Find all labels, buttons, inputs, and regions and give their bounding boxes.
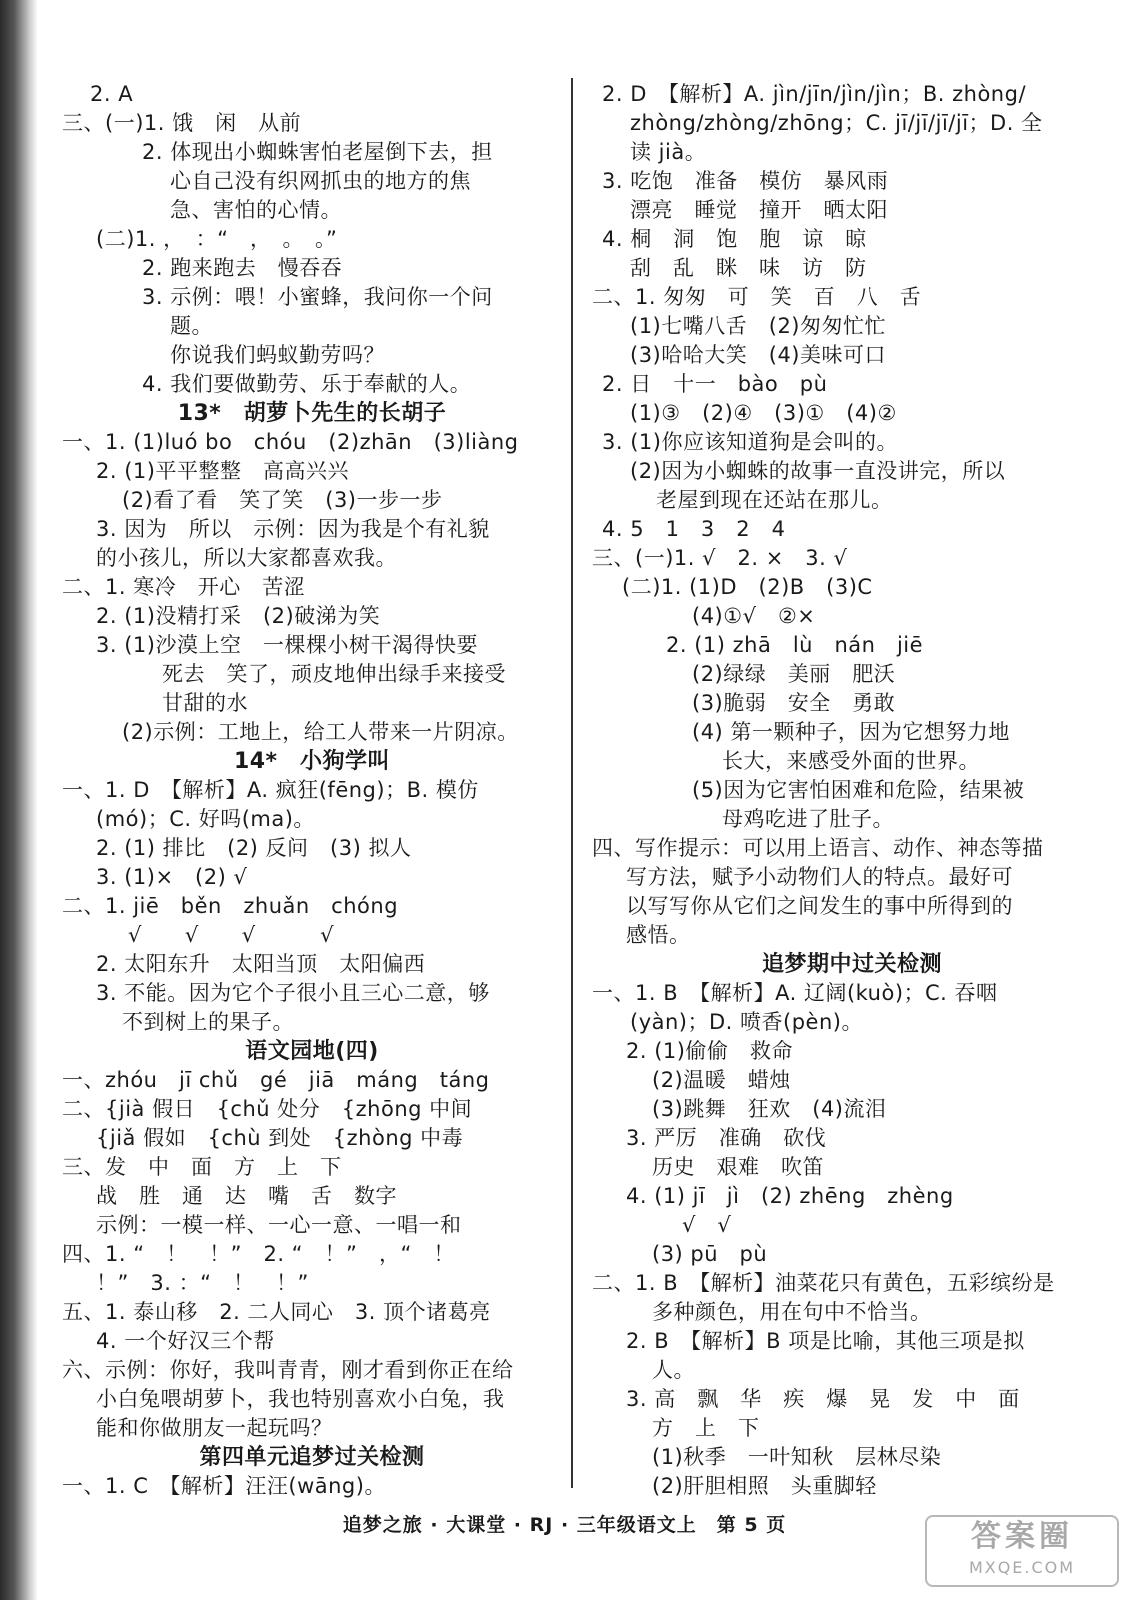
answer-line: 示例：一模一样、一心一意、一唱一和 bbox=[96, 1213, 462, 1237]
answer-line: 你说我们蚂蚁勤劳吗？ bbox=[170, 343, 385, 367]
answer-line: (3)哈哈大笑 (4)美味可口 bbox=[630, 343, 886, 367]
answer-line: 的小孩儿，所以大家都喜欢我。 bbox=[96, 546, 397, 570]
answer-line: 五、1. 泰山移 2. 二人同心 3. 顶个诸葛亮 bbox=[62, 1300, 491, 1324]
answer-line: 4. 一个好汉三个帮 bbox=[96, 1329, 275, 1353]
section-title: 14* 小狗学叫 bbox=[233, 749, 391, 774]
answer-line: 二、1. B 【解析】油菜花只有黄色，五彩缤纷是 bbox=[592, 1271, 1055, 1295]
page-footer: 追梦之旅 · 大课堂 · RJ · 三年级语文上 第 5 页 bbox=[342, 1514, 787, 1536]
answer-line: 六、示例：你好，我叫青青，刚才看到你正在给 bbox=[62, 1358, 514, 1382]
answer-line: 二、{jià 假日 {chǔ 处分 {zhōng 中间 bbox=[62, 1097, 473, 1121]
answer-line: 3. 不能。因为它个子很小且三心二意，够 bbox=[96, 981, 490, 1005]
page-edge-shadow bbox=[0, 0, 38, 1600]
answer-line: 母鸡吃进了肚子。 bbox=[722, 807, 894, 831]
answer-line: 2. (1)偷偷 救命 bbox=[626, 1039, 793, 1063]
answer-line: 2. (1) 排比 (2) 反问 (3) 拟人 bbox=[96, 836, 412, 860]
right-column bbox=[592, 80, 1112, 1501]
watermark-logo bbox=[925, 1515, 1119, 1587]
answer-line: 一、zhóu jī chǔ gé jiā máng táng bbox=[62, 1068, 490, 1092]
answer-line: (1)秋季 一叶知秋 层林尽染 bbox=[652, 1445, 942, 1469]
answer-line: 3. 因为 所以 示例：因为我是个有礼貌 bbox=[96, 517, 490, 541]
answer-line: 2. 日 十一 bào pù bbox=[602, 372, 828, 396]
answer-line: (yàn)；D. 喷香(pèn)。 bbox=[630, 1010, 863, 1034]
answer-line: 死去 笑了，顽皮地伸出绿手来接受 bbox=[162, 662, 506, 686]
answer-line: 4. 桐 洞 饱 胞 谅 晾 bbox=[602, 227, 867, 251]
answer-line: 三、(一)1. √ 2. × 3. √ bbox=[592, 546, 848, 570]
answer-line: 写方法，赋予小动物们人的特点。最好可 bbox=[626, 865, 1013, 889]
left-column bbox=[62, 80, 562, 1501]
answer-line: 四、1. “ ！ ！” 2. “ ！” ，“ ！ bbox=[62, 1242, 455, 1266]
answer-line: 方 上 下 bbox=[652, 1416, 760, 1440]
answer-line: ！” 3. ：“ ！ ！” bbox=[96, 1271, 309, 1295]
answer-line: 心自己没有织网抓虫的地方的焦 bbox=[170, 169, 471, 193]
column-divider bbox=[571, 78, 573, 1488]
section-title: 13* 胡萝卜先生的长胡子 bbox=[177, 401, 447, 426]
answer-line: 三、(一)1. 饿 闲 从前 bbox=[62, 111, 302, 135]
answer-line: (二)1. (1)D (2)B (3)C bbox=[622, 575, 873, 599]
answer-line: 多种颜色，用在句中不恰当。 bbox=[652, 1300, 932, 1324]
answer-line: 2. (1) zhā lù nán jiē bbox=[666, 633, 924, 657]
answer-line: 二、1. jiē běn zhuǎn chóng bbox=[62, 894, 399, 918]
watermark-url: MXQE.COM bbox=[968, 1558, 1076, 1577]
answer-line: (4) 第一颗种子，因为它想努力地 bbox=[692, 720, 1010, 744]
answer-line: {jiǎ 假如 {chù 到处 {zhòng 中毒 bbox=[96, 1126, 464, 1150]
answer-line: 历史 艰难 吹笛 bbox=[652, 1155, 824, 1179]
answer-line: (2)示例：工地上，给工人带来一片阴凉。 bbox=[122, 720, 519, 744]
answer-line: 2. 体现出小蜘蛛害怕老屋倒下去，担 bbox=[142, 140, 493, 164]
answer-line: (2)肝胆相照 头重脚轻 bbox=[652, 1474, 877, 1498]
answer-line: 感悟。 bbox=[626, 923, 691, 947]
answer-line: (1)七嘴八舌 (2)匆匆忙忙 bbox=[630, 314, 886, 338]
answer-line: (二)1. ， ：“ ， 。 。” bbox=[96, 227, 338, 251]
answer-line: 一、1. B 【解析】A. 辽阔(kuò)；C. 吞咽 bbox=[592, 981, 998, 1005]
answer-line: 读 jià。 bbox=[630, 140, 707, 164]
section-title: 语文园地(四) bbox=[245, 1039, 379, 1064]
answer-line: 3. 高 飘 华 疾 爆 晃 发 中 面 bbox=[626, 1387, 1020, 1411]
answer-line: 3. (1)沙漠上空 一棵棵小树干渴得快要 bbox=[96, 633, 478, 657]
answer-line: (4)①√ ②× bbox=[692, 604, 816, 628]
answer-line: 2. B 【解析】B 项是比喻，其他三项是拟 bbox=[626, 1329, 1025, 1353]
answer-line: (5)因为它害怕困难和危险，结果被 bbox=[692, 778, 1025, 802]
answer-line: 战 胜 通 达 嘴 舌 数字 bbox=[96, 1184, 397, 1208]
answer-line: 人。 bbox=[652, 1358, 695, 1382]
watermark-title: 答案圈 bbox=[971, 1519, 1073, 1554]
answer-line: 4. (1) jī jì (2) zhēng zhèng bbox=[626, 1184, 954, 1208]
answer-line: 3. 吃饱 准备 模仿 暴风雨 bbox=[602, 169, 889, 193]
answer-line: (1)③ (2)④ (3)① (4)② bbox=[630, 401, 897, 425]
answer-line: 一、1. C 【解析】汪汪(wāng)。 bbox=[62, 1474, 386, 1498]
answer-line: 不到树上的果子。 bbox=[122, 1010, 294, 1034]
answer-line: 长大，来感受外面的世界。 bbox=[722, 749, 980, 773]
answer-line: 漂亮 睡觉 撞开 晒太阳 bbox=[630, 198, 888, 222]
answer-line: 急、害怕的心情。 bbox=[170, 198, 342, 222]
answer-line: 4. 我们要做勤劳、乐于奉献的人。 bbox=[142, 372, 472, 396]
answer-line: 2. D 【解析】A. jìn/jīn/jìn/jìn；B. zhòng/ bbox=[602, 82, 1027, 106]
answer-line: √ √ √ √ bbox=[128, 923, 335, 947]
answer-line: 以写写你从它们之间发生的事中所得到的 bbox=[626, 894, 1013, 918]
answer-line: 小白兔喂胡萝卜，我也特别喜欢小白兔，我 bbox=[96, 1387, 505, 1411]
answer-line: 2. 太阳东升 太阳当顶 太阳偏西 bbox=[96, 952, 426, 976]
answer-line: 一、1. D 【解析】A. 疯狂(fēng)；B. 模仿 bbox=[62, 778, 479, 802]
answer-line: 2. (1)平平整整 高高兴兴 bbox=[96, 459, 349, 483]
answer-line: 刮 乱 眯 味 访 防 bbox=[630, 256, 867, 280]
answer-line: (mó)；C. 好吗(ma)。 bbox=[96, 807, 315, 831]
answer-line: 一、1. (1)luó bo chóu (2)zhān (3)liàng bbox=[62, 430, 519, 454]
answer-line: 老屋到现在还站在那儿。 bbox=[656, 488, 893, 512]
answer-line: 3. (1)你应该知道狗是会叫的。 bbox=[602, 430, 898, 454]
answer-line: 3. 示例：喂！小蜜蜂，我问你一个问 bbox=[142, 285, 493, 309]
answer-line: (2)温暖 蜡烛 bbox=[652, 1068, 791, 1092]
answer-line: 甘甜的水 bbox=[162, 691, 248, 715]
section-title: 追梦期中过关检测 bbox=[761, 952, 942, 977]
answer-line: 3. (1)× (2) √ bbox=[96, 865, 248, 889]
section-title: 第四单元追梦过关检测 bbox=[199, 1445, 425, 1470]
answer-line: 4. 5 1 3 2 4 bbox=[602, 517, 786, 541]
answer-line: (3) pū pù bbox=[652, 1242, 768, 1266]
answer-line: 二、1. 匆匆 可 笑 百 八 舌 bbox=[592, 285, 922, 309]
answer-line: zhòng/zhòng/zhōng；C. jī/jī/jī/jī；D. 全 bbox=[630, 111, 1043, 135]
answer-line: 2. (1)没精打采 (2)破涕为笑 bbox=[96, 604, 381, 628]
answer-line: 二、1. 寒冷 开心 苦涩 bbox=[62, 575, 306, 599]
answer-line: 3. 严厉 准确 砍伐 bbox=[626, 1126, 827, 1150]
answer-line: 2. A bbox=[90, 82, 134, 106]
answer-line: √ √ bbox=[682, 1213, 732, 1237]
answer-line: 题。 bbox=[170, 314, 213, 338]
answer-line: 能和你做朋友一起玩吗？ bbox=[96, 1416, 333, 1440]
answer-line: (2)绿绿 美丽 肥沃 bbox=[692, 662, 896, 686]
answer-line: (3)跳舞 狂欢 (4)流泪 bbox=[652, 1097, 887, 1121]
answer-line: 四、写作提示：可以用上语言、动作、神态等描 bbox=[592, 836, 1044, 860]
answer-line: (2)因为小蜘蛛的故事一直没讲完，所以 bbox=[630, 459, 1006, 483]
answer-line: (3)脆弱 安全 勇敢 bbox=[692, 691, 896, 715]
answer-line: (2)看了看 笑了笑 (3)一步一步 bbox=[122, 488, 443, 512]
answer-line: 三、发 中 面 方 上 下 bbox=[62, 1155, 342, 1179]
answer-line: 2. 跑来跑去 慢吞吞 bbox=[142, 256, 343, 280]
